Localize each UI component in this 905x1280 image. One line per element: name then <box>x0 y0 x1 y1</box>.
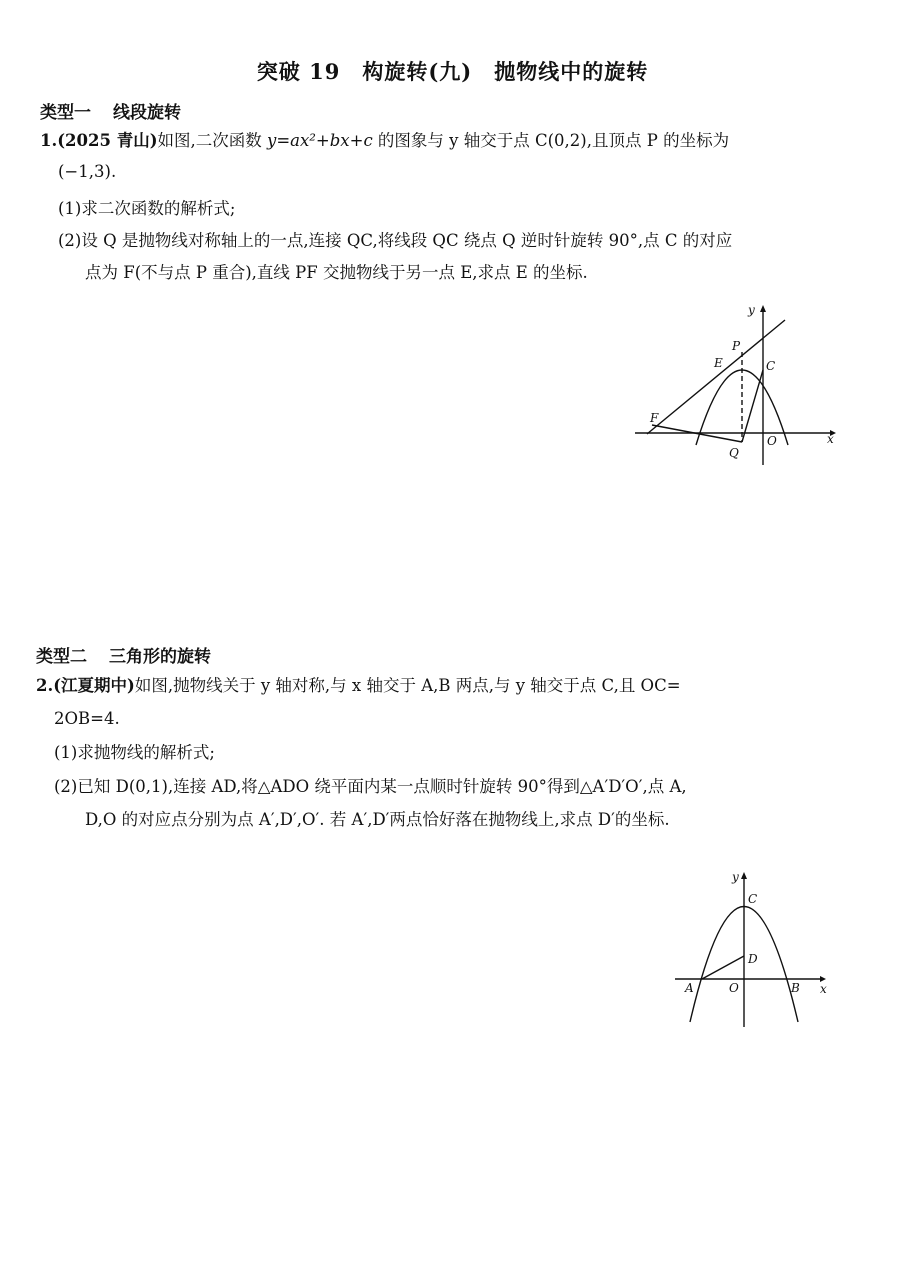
fig1-label-p: P <box>732 339 741 353</box>
problem-1-question-2-line-2: 点为 F(不与点 P 重合),直线 PF 交抛物线于另一点 E,求点 E 的坐标. <box>85 263 588 282</box>
section-2-label: 类型二 <box>36 647 87 667</box>
section-1-name: 线段旋转 <box>113 103 181 123</box>
fig2-label-x: x <box>820 982 827 996</box>
problem-1-text-a: 如图,二次函数 <box>157 131 268 150</box>
fig1-segment-qc <box>742 370 763 442</box>
problem-2-text: 如图,抛物线关于 y 轴对称,与 x 轴交于 A,B 两点,与 y 轴交于点 C,且 OC= <box>134 676 681 695</box>
problem-1-line-1 <box>40 131 729 151</box>
section-1-heading <box>40 98 181 123</box>
fig2-y-arrow <box>741 872 747 879</box>
figure-1 <box>630 300 850 470</box>
problem-2-line-1 <box>36 676 681 696</box>
problem-2-number: 2. <box>36 676 54 695</box>
problem-1-question-2-line-1: (2)设 Q 是抛物线对称轴上的一点,连接 QC,将线段 QC 绕点 Q 逆时针旋转 90°,点 C 的对应 <box>58 231 733 250</box>
section-2-name: 三角形的旋转 <box>109 647 211 667</box>
problem-2-line-2: 2OB=4. <box>54 709 120 728</box>
fig1-line-pf <box>647 320 785 434</box>
problem-1-source: (2025 青山) <box>57 131 158 150</box>
section-1-label: 类型一 <box>40 103 91 123</box>
fig1-label-y: y <box>748 303 755 317</box>
problem-2-question-2-line-2: D,O 的对应点分别为点 A′,D′,O′. 若 A′,D′两点恰好落在抛物线上,求点 D′的坐标. <box>85 810 670 829</box>
problem-1-formula: y=ax²+bx+c <box>267 131 373 150</box>
fig2-label-y: y <box>732 870 739 884</box>
fig1-label-f: F <box>650 411 659 425</box>
problem-1-question-1: (1)求二次函数的解析式; <box>58 199 236 218</box>
fig1-label-c: C <box>766 359 776 373</box>
problem-1-number: 1. <box>40 131 58 150</box>
fig2-label-d: D <box>748 952 758 966</box>
fig1-label-e: E <box>714 356 723 370</box>
fig1-label-o: O <box>767 434 777 448</box>
fig2-segment-ad <box>702 956 744 979</box>
problem-1-text-b: 的图象与 y 轴交于点 C(0,2),且顶点 P 的坐标为 <box>372 131 730 150</box>
problem-1-line-2: (−1,3). <box>58 162 117 181</box>
problem-2-source: (江夏期中) <box>53 676 135 695</box>
page-title: 突破 19 构旋转(九) 抛物线中的旋转 <box>256 59 649 84</box>
figure-2 <box>670 865 840 1035</box>
section-2-heading <box>36 642 211 667</box>
problem-2-question-2-line-1: (2)已知 D(0,1),连接 AD,将△ADO 绕平面内某一点顺时针旋转 90°得到△A′D′O′,点 A, <box>54 777 687 796</box>
fig1-label-q: Q <box>729 446 739 460</box>
fig2-label-a: A <box>685 981 694 995</box>
fig2-label-b: B <box>791 981 800 995</box>
fig2-label-c: C <box>748 892 758 906</box>
problem-2-question-1: (1)求抛物线的解析式; <box>54 743 215 762</box>
fig1-label-x: x <box>827 432 834 446</box>
fig1-y-arrow <box>760 305 766 312</box>
fig2-label-o: O <box>729 981 739 995</box>
